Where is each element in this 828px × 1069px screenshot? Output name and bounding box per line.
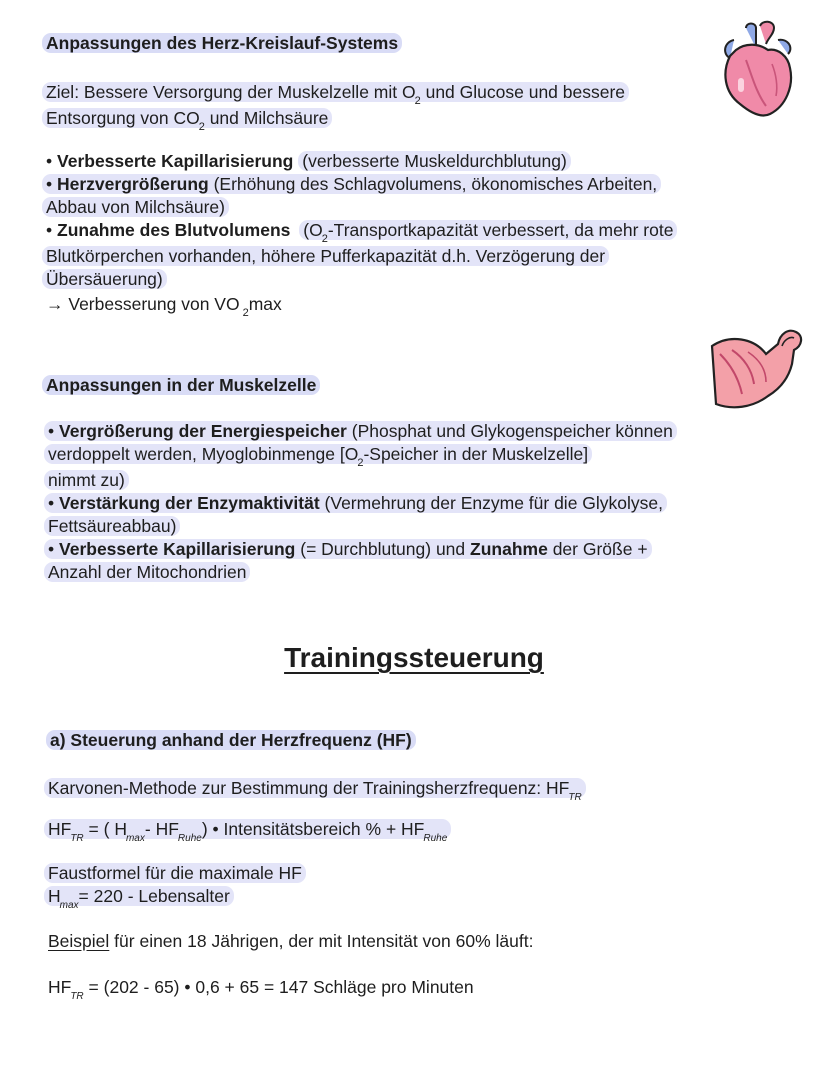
hmax-h: H: [48, 886, 61, 906]
calc-hf: HF: [48, 977, 72, 997]
karvonen-line: [44, 777, 774, 803]
list-item: • Herzvergrößerung (Erhöhung des Schlagvolumens, ökonomisches Arbeiten,: [42, 173, 772, 196]
example-label: Beispiel: [48, 931, 110, 951]
result-sub: 2: [242, 307, 249, 319]
goal-text-b: und Glucose und bessere: [425, 82, 626, 102]
bullet-bold: Verbesserte Kapillarisierung: [59, 539, 296, 559]
bullet-continuation: Blutkörperchen vorhanden, höhere Pufferkapazität d.h. Verzögerung der: [42, 246, 609, 266]
bullet-text: (Erhöhung des Schlagvolumens, ökonomisches Arbeiten,: [213, 174, 658, 194]
page-title-text: Trainingssteuerung: [284, 642, 544, 673]
list-item: • Verstärkung der Enzymaktivität (Vermehrung der Enzyme für die Glykolyse,: [44, 492, 774, 515]
list-item: • Verbesserte Kapillarisierung (verbesserte Muskeldurchblutung): [42, 150, 772, 173]
list-item: • Verbesserte Kapillarisierung (= Durchblutung) und Zunahme der Größe +: [44, 538, 774, 561]
bullet-bold: Verbesserte Kapillarisierung: [57, 151, 294, 171]
flexed-arm-icon: [708, 324, 808, 416]
example-text: für einen 18 Jährigen, der mit Intensität von 60% läuft:: [114, 931, 534, 951]
bullet-continuation: Abbau von Milchsäure): [42, 197, 229, 217]
bullet-bold: Verstärkung der Enzymaktivität: [59, 493, 320, 513]
bullet-text: (Phosphat und Glykogenspeicher können: [351, 421, 673, 441]
bullet-bold-2: Zunahme: [470, 539, 548, 559]
formula-hf: HF: [48, 819, 72, 839]
heart-bullet-list: [42, 150, 772, 319]
list-item: • Zunahme des Blutvolumens ($O_2$-Transportkapazität verbessert, da mehr rote: [42, 219, 772, 245]
calc-tr: TR: [70, 991, 84, 1002]
bullet-text-2: der Größe +: [552, 539, 648, 559]
bullet-text-b: -Transportkapazität verbessert, da mehr rote: [327, 220, 674, 240]
goal-text-a: Ziel: Bessere Versorgung der Muskelzelle mit O: [46, 82, 416, 102]
muscle-bullet-list: [44, 420, 774, 584]
bullet-continuation: Übersäuerung): [42, 269, 167, 289]
heart-heading: Anpassungen des Herz-Kreislauf-Systems: [42, 33, 402, 53]
bullet-bold: Herzvergrößerung: [57, 174, 209, 194]
hf-section: [46, 729, 776, 752]
bullet-bold: Zunahme des Blutvolumens: [57, 220, 291, 240]
bullet-bold: Vergrößerung der Energiespeicher: [59, 421, 347, 441]
bullet-sub: 2: [321, 233, 328, 245]
list-item: • Vergrößerung der Energiespeicher (Phosphat und Glykogenspeicher können: [44, 420, 774, 443]
heart-goal: [42, 81, 772, 133]
muscle-heading: Anpassungen in der Muskelzelle: [42, 375, 320, 395]
bullet-continuation: Anzahl der Mitochondrien: [44, 562, 250, 582]
result-text-a: → Verbesserung von VO: [46, 294, 240, 314]
vo2max-result: [42, 293, 772, 319]
formula-tr: TR: [70, 833, 84, 844]
bullet-text-a: (O: [303, 220, 323, 240]
formula-ruhe: Ruhe: [177, 833, 202, 844]
karvonen-sub: TR: [568, 792, 582, 803]
rule-heading: Faustformel für die maximale HF: [44, 863, 306, 883]
formula-part1: = ( H: [88, 819, 127, 839]
result-text-b: max: [248, 294, 282, 314]
bullet-continuation: Fettsäureabbau): [44, 516, 180, 536]
bullet-continuation-b: -Speicher in der Muskelzelle]: [363, 444, 589, 464]
bullet-text: (Vermehrung der Enzyme für die Glykolyse,: [324, 493, 664, 513]
muscle-section: [42, 374, 772, 397]
example-line: [44, 930, 774, 953]
bullet-continuation: nimmt zu): [44, 470, 129, 490]
goal-text-c: Entsorgung von CO: [46, 108, 200, 128]
hmax-sub: max: [59, 900, 79, 911]
heart-section: [42, 32, 772, 55]
example-calc: [44, 976, 774, 1002]
rule-of-thumb: [44, 862, 774, 911]
formula-max: max: [125, 833, 145, 844]
karvonen-formula: [44, 818, 774, 844]
karvonen-text: Karvonen-Methode zur Bestimmung der Trainingsherzfrequenz: HF: [48, 778, 570, 798]
goal-sub1: 2: [414, 95, 421, 107]
page-title: [0, 640, 828, 676]
bullet-sub: 2: [357, 457, 364, 469]
hmax-formula: = 220 - Lebensalter: [78, 886, 230, 906]
goal-sub2: 2: [198, 121, 205, 133]
calc-result: = (202 - 65) • 0,6 + 65 = 147 Schläge pro Minuten: [88, 977, 474, 997]
bullet-text: (= Durchblutung) und: [300, 539, 466, 559]
formula-part2: - HF: [144, 819, 179, 839]
formula-part3: ) • Intensitätsbereich % + HF: [201, 819, 425, 839]
formula-ruhe-2: Ruhe: [423, 833, 448, 844]
bullet-continuation-a: verdoppelt werden, Myoglobinmenge [O: [48, 444, 359, 464]
hf-heading: a) Steuerung anhand der Herzfrequenz (HF): [46, 730, 416, 750]
bullet-text: (verbesserte Muskeldurchblutung): [298, 151, 571, 171]
goal-text-d: und Milchsäure: [209, 108, 329, 128]
